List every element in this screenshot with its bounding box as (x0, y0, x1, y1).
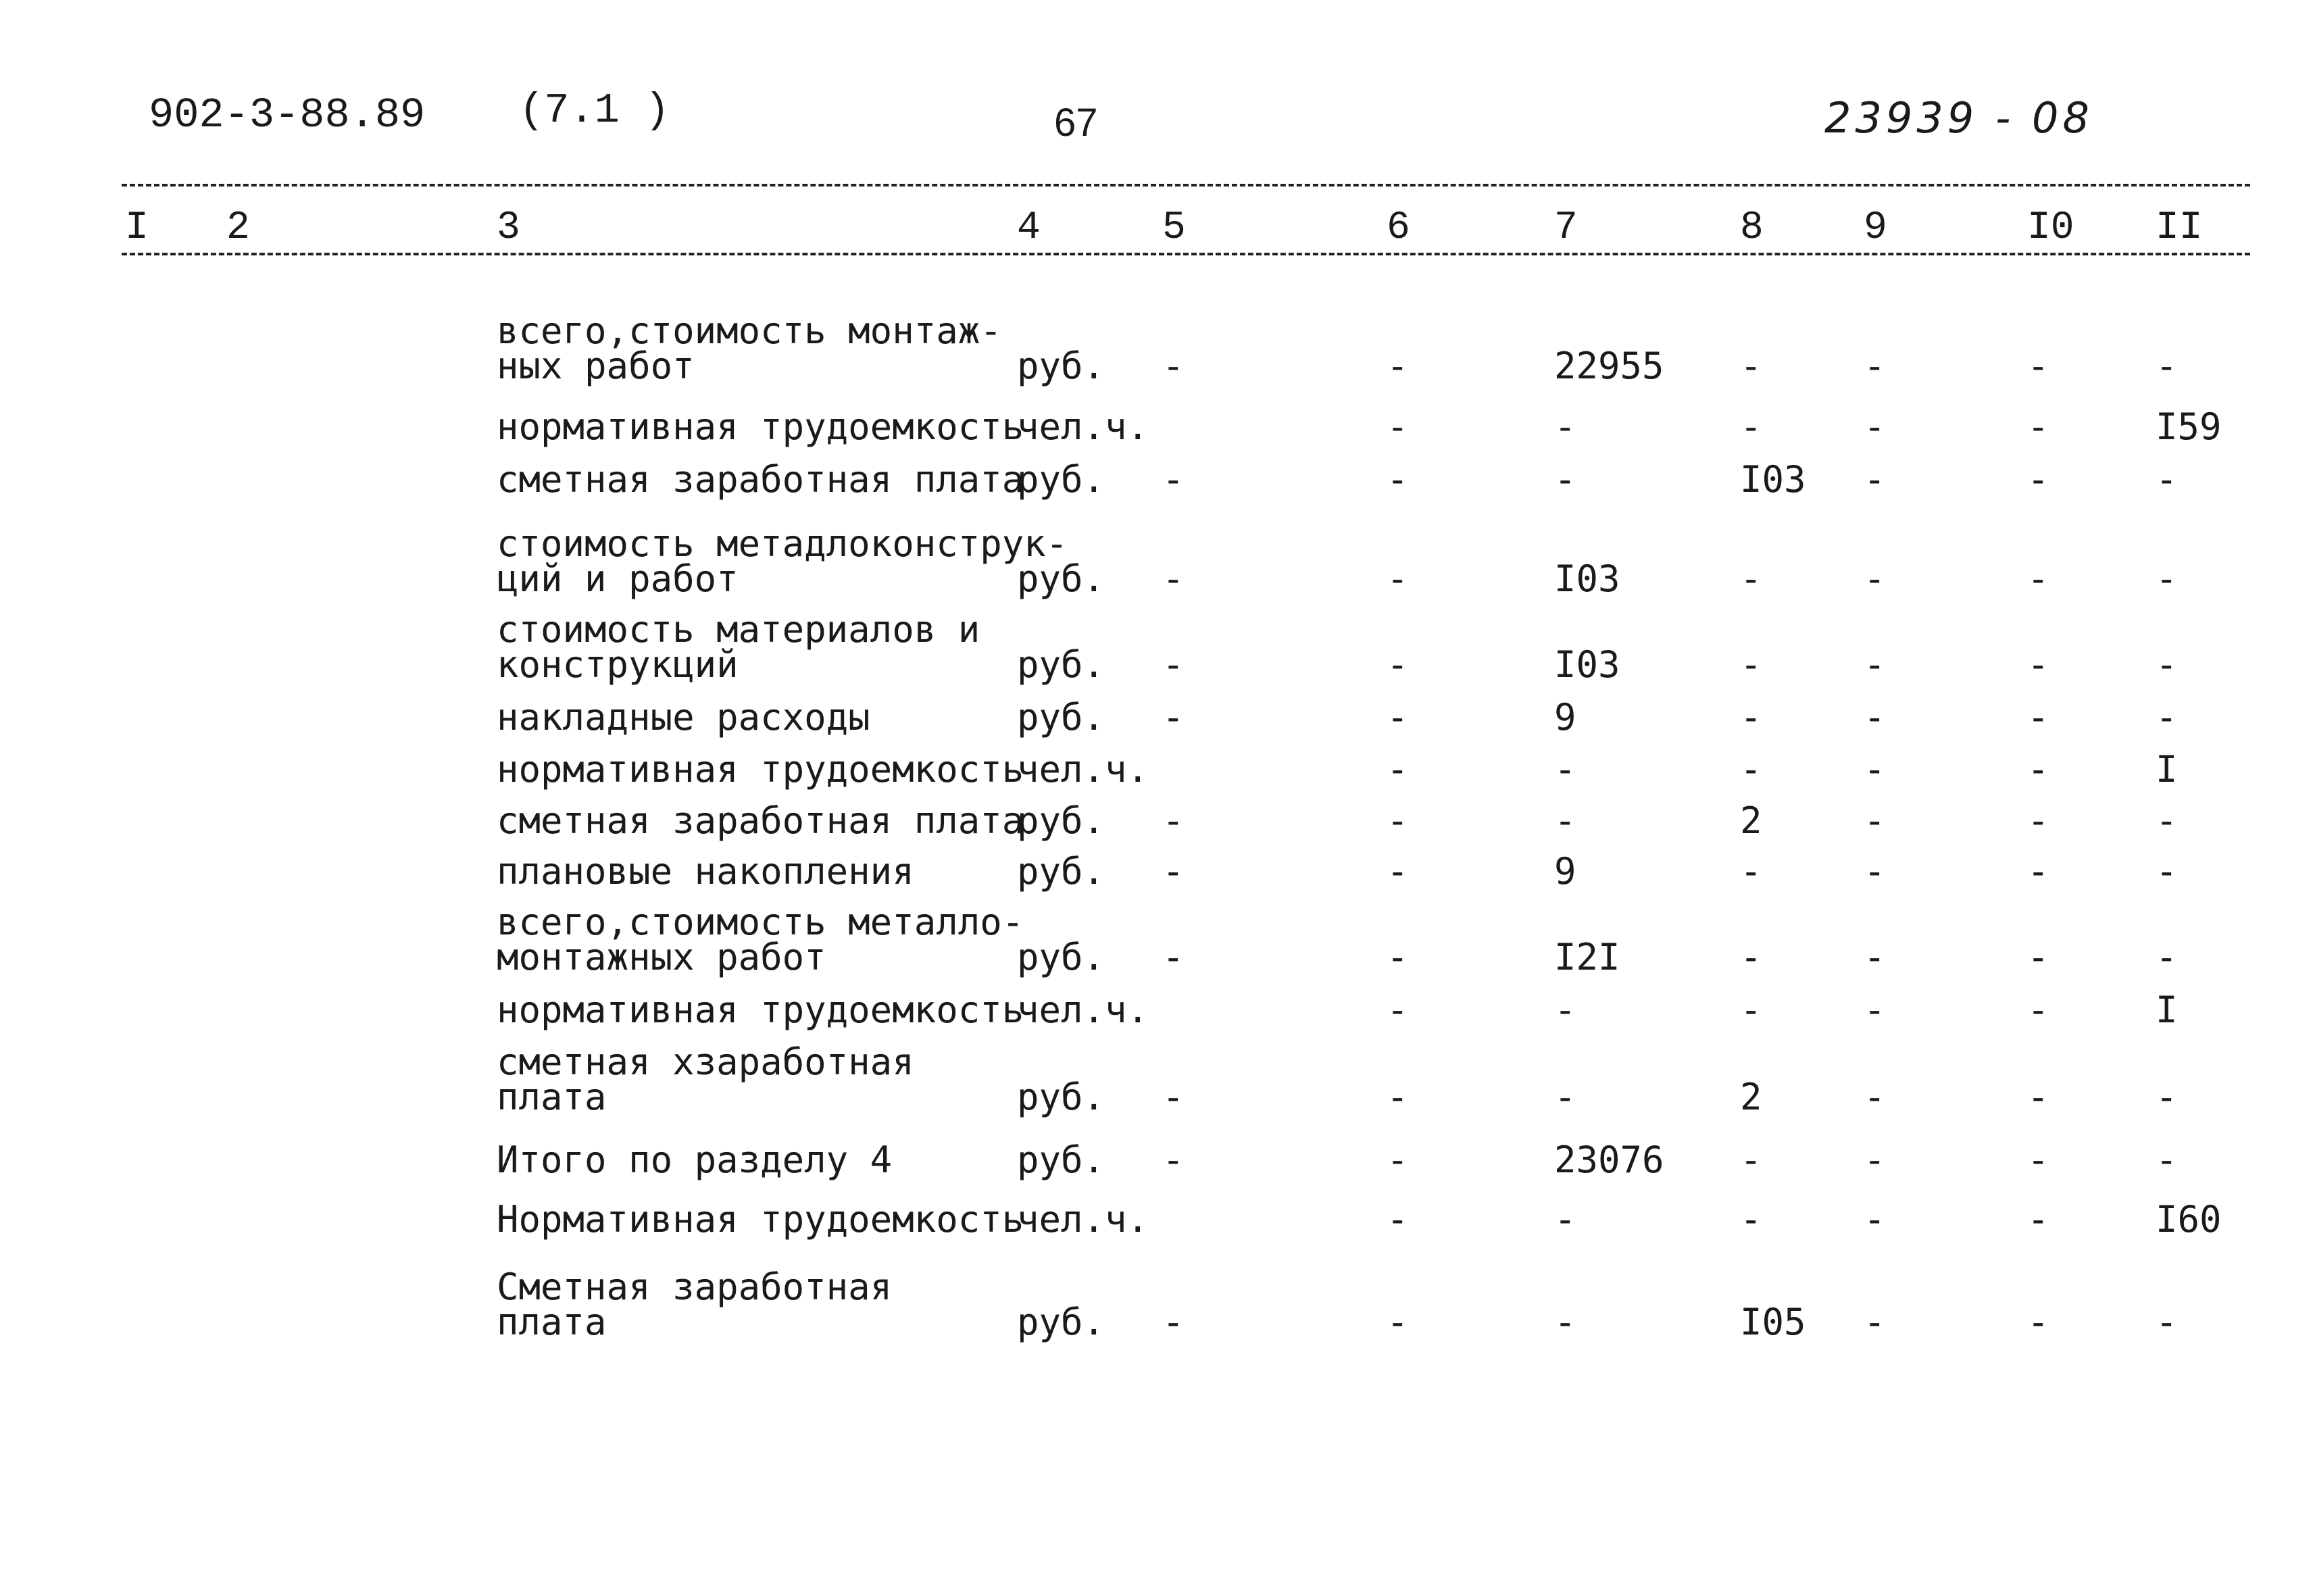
value-cell-c11: I60 (2156, 1198, 2222, 1241)
column-number-5: 5 (1162, 206, 1186, 250)
value-cell-c9: - (1864, 405, 1886, 448)
value-cell-c6: - (1387, 1076, 1409, 1118)
value-cell-c9: - (1864, 748, 1886, 791)
value-cell-c8: - (1740, 850, 1762, 893)
value-cell-c8: - (1740, 936, 1762, 978)
value-cell-c7: - (1554, 1198, 1576, 1241)
value-cell-c10: - (2027, 696, 2049, 739)
column-number-11: II (2156, 206, 2203, 250)
value-cell-c8: - (1740, 557, 1762, 600)
value-cell-c9: - (1864, 557, 1886, 600)
value-cell-c10: - (2027, 1198, 2049, 1241)
unit-cell: руб. (1017, 1301, 1105, 1343)
row-label: всего,стоимость металло- (497, 901, 1024, 943)
value-cell-c9: - (1864, 696, 1886, 739)
value-cell-c6: - (1387, 989, 1409, 1031)
value-cell-c7: - (1554, 1301, 1576, 1343)
unit-cell: руб. (1017, 799, 1105, 842)
value-cell-c8: I03 (1740, 458, 1806, 501)
unit-cell: руб. (1017, 643, 1105, 686)
inventory-number: 23939 - 08 (1824, 93, 2093, 143)
table-top-rule (122, 184, 2250, 186)
unit-cell: руб. (1017, 345, 1105, 387)
row-label: Сметная заработная (497, 1266, 893, 1308)
row-label: Итого по разделу 4 (497, 1139, 893, 1181)
value-cell-c11: - (2156, 1139, 2178, 1181)
column-number-4: 4 (1017, 206, 1041, 250)
value-cell-c11: - (2156, 850, 2178, 893)
value-cell-c9: - (1864, 643, 1886, 686)
value-cell-c10: - (2027, 936, 2049, 978)
value-cell-c7: 9 (1554, 696, 1576, 739)
value-cell-c10: - (2027, 405, 2049, 448)
value-cell-c5: - (1162, 1076, 1185, 1118)
value-cell-c9: - (1864, 1301, 1886, 1343)
value-cell-c6: - (1387, 1139, 1409, 1181)
value-cell-c9: - (1864, 850, 1886, 893)
value-cell-c9: - (1864, 1198, 1886, 1241)
value-cell-c11: - (2156, 936, 2178, 978)
table-header-rule (122, 253, 2250, 255)
value-cell-c8: - (1740, 696, 1762, 739)
value-cell-c10: - (2027, 557, 2049, 600)
unit-cell: чел.ч. (1017, 989, 1149, 1031)
column-number-2: 2 (226, 206, 250, 250)
value-cell-c11: - (2156, 696, 2178, 739)
value-cell-c6: - (1387, 748, 1409, 791)
value-cell-c10: - (2027, 748, 2049, 791)
row-label: стоимость метадлоконструк- (497, 522, 1068, 565)
value-cell-c5: - (1162, 1139, 1185, 1181)
row-label: ций и работ (497, 557, 739, 600)
value-cell-c7: - (1554, 458, 1576, 501)
row-label: нормативная трудоемкость (497, 989, 1024, 1031)
row-label: сметная хзаработная (497, 1041, 914, 1083)
value-cell-c8: - (1740, 643, 1762, 686)
value-cell-c9: - (1864, 345, 1886, 387)
value-cell-c11: - (2156, 1076, 2178, 1118)
value-cell-c8: - (1740, 1198, 1762, 1241)
value-cell-c9: - (1864, 1139, 1886, 1181)
page-number: 67 (1054, 101, 1098, 145)
column-number-3: 3 (497, 206, 520, 250)
value-cell-c5: - (1162, 936, 1185, 978)
value-cell-c7: - (1554, 989, 1576, 1031)
row-label: сметная заработная плата (497, 458, 1024, 501)
value-cell-c5: - (1162, 1301, 1185, 1343)
value-cell-c9: - (1864, 1076, 1886, 1118)
unit-cell: чел.ч. (1017, 748, 1149, 791)
column-number-9: 9 (1864, 206, 1887, 250)
unit-cell: руб. (1017, 696, 1105, 739)
value-cell-c10: - (2027, 1076, 2049, 1118)
column-number-10: I0 (2027, 206, 2074, 250)
value-cell-c5: - (1162, 799, 1185, 842)
value-cell-c8: - (1740, 1139, 1762, 1181)
value-cell-c11: - (2156, 1301, 2178, 1343)
value-cell-c6: - (1387, 345, 1409, 387)
value-cell-c7: I2I (1554, 936, 1620, 978)
column-number-6: 6 (1387, 206, 1410, 250)
value-cell-c8: 2 (1740, 799, 1762, 842)
value-cell-c9: - (1864, 458, 1886, 501)
unit-cell: руб. (1017, 1139, 1105, 1181)
value-cell-c6: - (1387, 405, 1409, 448)
value-cell-c10: - (2027, 458, 2049, 501)
value-cell-c7: 22955 (1554, 345, 1664, 387)
value-cell-c10: - (2027, 1301, 2049, 1343)
row-label: ных работ (497, 345, 695, 387)
value-cell-c6: - (1387, 557, 1409, 600)
column-number-8: 8 (1740, 206, 1764, 250)
value-cell-c7: - (1554, 748, 1576, 791)
value-cell-c9: - (1864, 799, 1886, 842)
row-label: Нормативная трудоемкость (497, 1198, 1024, 1241)
value-cell-c11: I (2156, 989, 2178, 1031)
value-cell-c8: - (1740, 989, 1762, 1031)
value-cell-c8: - (1740, 345, 1762, 387)
value-cell-c11: - (2156, 799, 2178, 842)
row-label: нормативная трудоемкость (497, 405, 1024, 448)
row-label: стоимость материалов и (497, 608, 980, 651)
value-cell-c5: - (1162, 345, 1185, 387)
value-cell-c6: - (1387, 1301, 1409, 1343)
column-number-1: I (125, 206, 149, 250)
value-cell-c7: - (1554, 799, 1576, 842)
value-cell-c6: - (1387, 936, 1409, 978)
value-cell-c10: - (2027, 1139, 2049, 1181)
row-label: конструкций (497, 643, 739, 686)
row-label: плата (497, 1076, 607, 1118)
value-cell-c7: I03 (1554, 557, 1620, 600)
value-cell-c7: 9 (1554, 850, 1576, 893)
value-cell-c10: - (2027, 799, 2049, 842)
value-cell-c11: - (2156, 643, 2178, 686)
value-cell-c5: - (1162, 458, 1185, 501)
row-label: монтажных работ (497, 936, 826, 978)
value-cell-c7: I03 (1554, 643, 1620, 686)
value-cell-c6: - (1387, 643, 1409, 686)
unit-cell: руб. (1017, 936, 1105, 978)
value-cell-c11: - (2156, 345, 2178, 387)
value-cell-c7: - (1554, 1076, 1576, 1118)
value-cell-c11: - (2156, 458, 2178, 501)
value-cell-c10: - (2027, 989, 2049, 1031)
row-label: плановые накопления (497, 850, 914, 893)
value-cell-c5: - (1162, 850, 1185, 893)
value-cell-c8: - (1740, 748, 1762, 791)
unit-cell: руб. (1017, 458, 1105, 501)
row-label: накладные расходы (497, 696, 870, 739)
value-cell-c6: - (1387, 1198, 1409, 1241)
value-cell-c8: 2 (1740, 1076, 1762, 1118)
document-mark: (7.1 ) (519, 86, 670, 134)
value-cell-c8: - (1740, 405, 1762, 448)
value-cell-c8: I05 (1740, 1301, 1806, 1343)
value-cell-c9: - (1864, 936, 1886, 978)
unit-cell: чел.ч. (1017, 405, 1149, 448)
value-cell-c5: - (1162, 557, 1185, 600)
value-cell-c9: - (1864, 989, 1886, 1031)
row-label: всего,стоимость монтаж- (497, 309, 1002, 352)
value-cell-c5: - (1162, 696, 1185, 739)
row-label: плата (497, 1301, 607, 1343)
value-cell-c6: - (1387, 850, 1409, 893)
unit-cell: руб. (1017, 1076, 1105, 1118)
row-label: сметная заработная плата (497, 799, 1024, 842)
value-cell-c5: - (1162, 643, 1185, 686)
column-number-7: 7 (1554, 206, 1578, 250)
document-code: 902-3-88.89 (149, 91, 426, 139)
value-cell-c10: - (2027, 345, 2049, 387)
value-cell-c6: - (1387, 458, 1409, 501)
value-cell-c7: - (1554, 405, 1576, 448)
value-cell-c6: - (1387, 799, 1409, 842)
unit-cell: руб. (1017, 850, 1105, 893)
value-cell-c7: 23076 (1554, 1139, 1664, 1181)
value-cell-c10: - (2027, 850, 2049, 893)
value-cell-c11: I (2156, 748, 2178, 791)
unit-cell: чел.ч. (1017, 1198, 1149, 1241)
unit-cell: руб. (1017, 557, 1105, 600)
row-label: нормативная трудоемкость (497, 748, 1024, 791)
value-cell-c11: I59 (2156, 405, 2222, 448)
value-cell-c11: - (2156, 557, 2178, 600)
value-cell-c10: - (2027, 643, 2049, 686)
value-cell-c6: - (1387, 696, 1409, 739)
